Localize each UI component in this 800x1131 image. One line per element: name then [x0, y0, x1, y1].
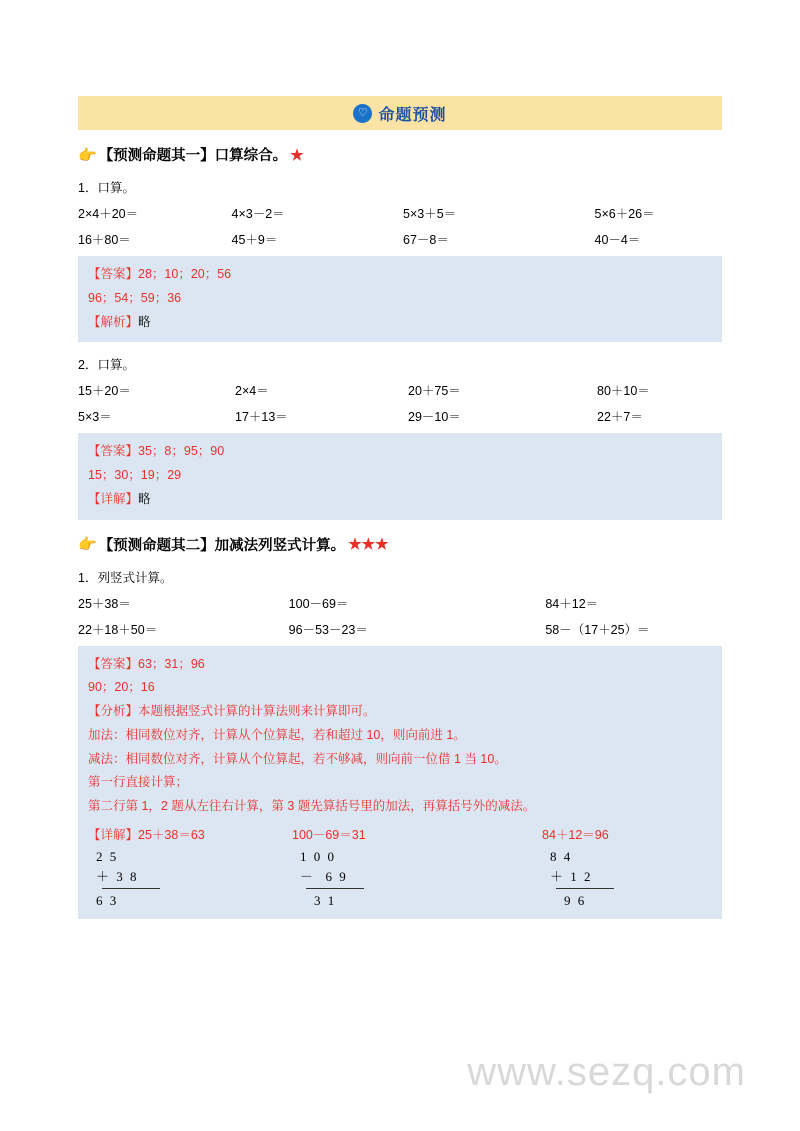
expression: 2×4＝	[235, 384, 269, 399]
vcalc-mid: ＋ 3 8	[96, 868, 139, 884]
expression: 20＋75＝	[408, 384, 461, 399]
expression: 5×6＋26＝	[594, 207, 655, 221]
expression: 25＋38＝	[78, 596, 131, 611]
vertical-calc-3	[462, 847, 712, 911]
expression: 5×3＋5＝	[403, 207, 457, 221]
question-row	[78, 381, 722, 399]
vcalc-top: 2 5	[96, 848, 119, 864]
answer-block	[78, 646, 722, 920]
document-content	[78, 96, 722, 919]
expression: 17＋13＝	[235, 410, 288, 425]
rule-line: 减法：相同数位对齐，计算从个位算起，若不够减，则向前一位借 1 当 10。	[88, 751, 507, 766]
analysis-text: 本题根据竖式计算的计算法则来计算即可。	[138, 704, 376, 718]
pointing-hand-icon: 👉	[78, 146, 97, 164]
analysis-label: 【分析】	[88, 704, 139, 718]
answer-values: 28；10；20；56	[138, 267, 232, 281]
detail-item: 100－69＝31	[292, 827, 366, 842]
expression: 5×3＝	[78, 410, 112, 425]
expression: 100－69＝	[288, 596, 349, 611]
vcalc-rule	[556, 888, 614, 889]
prediction-heading-1-text: 【预测命题其一】口算综合。	[98, 148, 288, 164]
question-row	[78, 230, 722, 248]
answer-line	[88, 653, 712, 677]
rule-line: 第二行第 1，2 题从左往右计算，第 3 题先算括号里的加法，再算括号外的减法。	[88, 799, 536, 813]
expression: 2×4＋20＝	[78, 207, 139, 221]
vcalc-mid: ＋ 1 2	[550, 868, 593, 884]
vertical-column	[88, 847, 258, 911]
question-title-1: 1．口算。	[78, 181, 135, 195]
analysis-label: 【详解】	[88, 491, 139, 506]
vcalc-rule	[102, 888, 160, 889]
section-banner	[78, 96, 722, 130]
expression: 16＋80＝	[78, 233, 131, 247]
analysis-text: 略	[138, 491, 151, 506]
vcalc-top: 8 4	[550, 848, 573, 864]
analysis-line	[88, 700, 712, 724]
answer-block	[78, 433, 722, 519]
answer-label: 【答案】	[88, 444, 139, 459]
answer-line: 90；20；16	[88, 680, 155, 695]
vcalc-result: 3 1	[314, 893, 337, 909]
answer-label: 【答案】	[88, 656, 139, 671]
prediction-heading-2	[78, 534, 722, 555]
prediction-heading-1	[78, 144, 722, 165]
expression: 22＋18＋50＝	[78, 622, 158, 637]
question-row	[78, 204, 722, 222]
detail-text: 25＋38＝63	[138, 827, 205, 842]
vcalc-result: 6 3	[96, 893, 119, 909]
detail-label: 【详解】	[88, 827, 139, 842]
banner-title: 命题预测	[378, 106, 447, 124]
answer-values: 63；31；96	[138, 656, 205, 671]
vcalc-mid: － 6 9	[300, 868, 348, 884]
vertical-column	[542, 847, 712, 911]
banner-inner	[353, 102, 446, 125]
expression: 15＋20＝	[78, 384, 131, 399]
rule-line: 加法：相同数位对齐，计算从个位算起，若和超过 10，则向前进 1。	[88, 727, 466, 742]
pointing-hand-icon: 👉	[78, 536, 97, 553]
expression: 84＋12＝	[545, 596, 599, 611]
question-row	[78, 594, 722, 612]
detail-item: 84＋12＝96	[542, 827, 609, 842]
vcalc-result: 9 6	[564, 893, 587, 909]
detail-item	[88, 825, 258, 843]
expression: 80＋10＝	[597, 384, 650, 399]
question-title-2: 2．口算。	[78, 358, 135, 373]
rule-line: 第一行直接计算；	[88, 775, 189, 790]
watermark: www.sezq.com	[467, 1050, 746, 1094]
expression: 96－53－23＝	[288, 622, 368, 637]
answer-values: 35；8；95；90	[138, 444, 225, 459]
expression: 4×3－2＝	[231, 207, 285, 221]
analysis-text: 略	[138, 314, 151, 329]
expression: 45＋9＝	[231, 233, 278, 247]
answer-line: 96；54；59；36	[88, 290, 182, 305]
vcalc-top: 1 0 0	[300, 848, 336, 864]
vertical-calculations	[88, 847, 712, 911]
analysis-line	[88, 311, 712, 335]
answer-label: 【答案】	[88, 267, 139, 281]
question-title-3: 1．列竖式计算。	[78, 570, 173, 585]
vertical-calc-1	[88, 847, 258, 911]
answer-line	[88, 440, 712, 464]
vcalc-rule	[306, 888, 364, 889]
vertical-column	[292, 847, 462, 911]
question-row	[78, 407, 722, 425]
difficulty-stars-2: ★★★	[348, 536, 389, 553]
expression: 67－8＝	[403, 233, 449, 247]
answer-line	[88, 263, 712, 287]
expression: 29－10＝	[408, 410, 461, 425]
answer-block	[78, 256, 722, 342]
expression: 58－（17＋25）＝	[545, 622, 650, 637]
expression: 22＋7＝	[597, 410, 643, 425]
expression: 40－4＝	[594, 233, 641, 247]
difficulty-stars-1: ★	[290, 146, 304, 164]
analysis-line	[88, 488, 712, 512]
analysis-label: 【解析】	[88, 314, 139, 329]
heart-badge-icon: ♡	[353, 104, 372, 123]
answer-line: 15；30；19；29	[88, 468, 182, 482]
prediction-heading-2-text: 【预测命题其二】加减法列竖式计算。	[98, 537, 346, 554]
question-row	[78, 620, 722, 638]
vertical-calc-2	[258, 847, 462, 911]
detail-row	[88, 825, 712, 843]
